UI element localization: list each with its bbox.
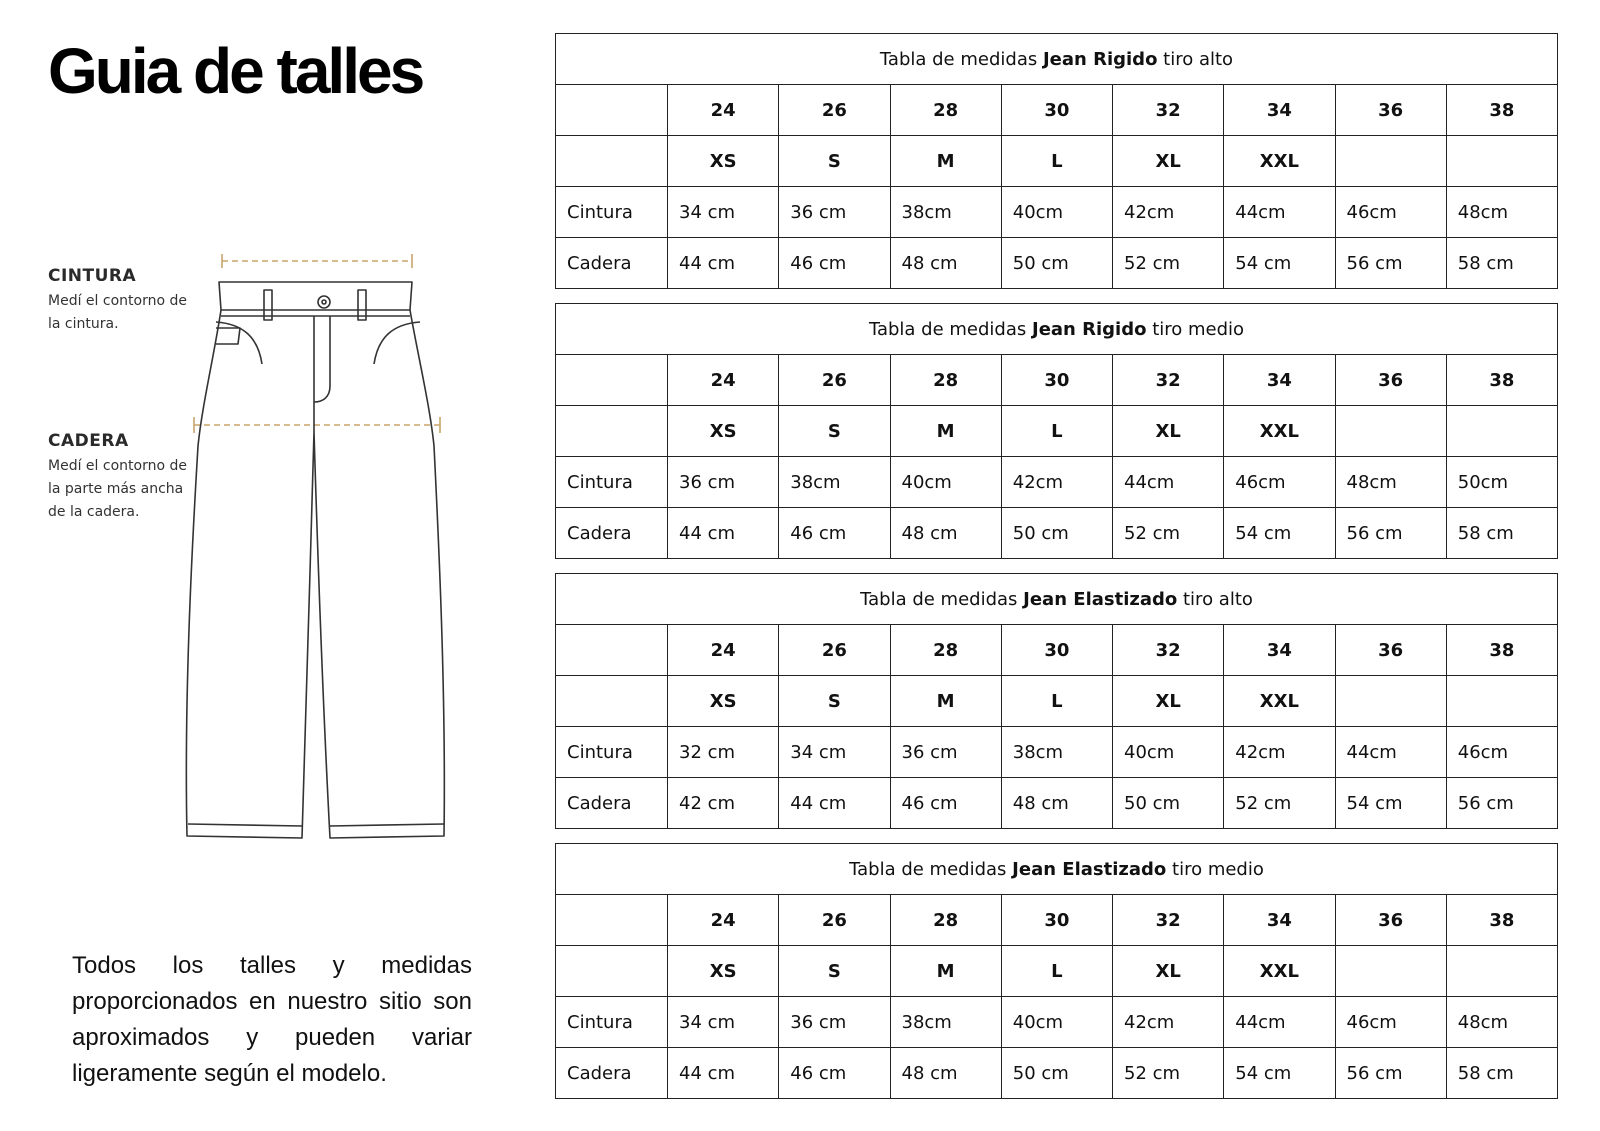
size-letter: XL xyxy=(1113,136,1224,187)
value-cell: 48cm xyxy=(1446,997,1557,1048)
caption-rise: tiro medio xyxy=(1172,858,1264,880)
disclaimer-note: Todos los talles y medidas proporcionados en nuestro sitio son aproximados y pueden variar ligeramente según el modelo. xyxy=(72,952,472,1087)
caption-product: Jean Elastizado xyxy=(1023,588,1178,610)
row-label: Cintura xyxy=(556,187,668,238)
size-letter: XS xyxy=(668,946,779,997)
value-cell: 58 cm xyxy=(1446,238,1557,289)
empty-cell xyxy=(556,946,668,997)
value-cell: 38cm xyxy=(1001,727,1112,778)
value-cell: 46cm xyxy=(1335,997,1446,1048)
size-number: 24 xyxy=(668,895,779,946)
cintura-row xyxy=(556,727,1558,778)
row-label: Cadera xyxy=(556,1048,668,1099)
size-letter: L xyxy=(1001,676,1112,727)
size-letter: XL xyxy=(1113,946,1224,997)
value-cell: 54 cm xyxy=(1224,508,1335,559)
size-letter: XXL xyxy=(1224,406,1335,457)
size-letter xyxy=(1446,946,1557,997)
value-cell: 48 cm xyxy=(890,238,1001,289)
caption-product: Jean Rigido xyxy=(1032,318,1147,340)
size-number: 36 xyxy=(1335,85,1446,136)
value-cell: 56 cm xyxy=(1446,778,1557,829)
value-cell: 46cm xyxy=(1224,457,1335,508)
size-number: 24 xyxy=(668,85,779,136)
value-cell: 58 cm xyxy=(1446,508,1557,559)
size-number-row xyxy=(556,85,1558,136)
value-cell: 46cm xyxy=(1335,187,1446,238)
size-number: 36 xyxy=(1335,625,1446,676)
value-cell: 52 cm xyxy=(1113,508,1224,559)
value-cell: 42cm xyxy=(1113,187,1224,238)
size-letter xyxy=(1335,676,1446,727)
value-cell: 50 cm xyxy=(1001,1048,1112,1099)
size-letter: M xyxy=(890,946,1001,997)
size-letter: XXL xyxy=(1224,136,1335,187)
size-letter xyxy=(1335,136,1446,187)
value-cell: 44 cm xyxy=(779,778,890,829)
value-cell: 40cm xyxy=(890,457,1001,508)
value-cell: 46 cm xyxy=(779,1048,890,1099)
value-cell: 40cm xyxy=(1001,997,1112,1048)
value-cell: 54 cm xyxy=(1335,778,1446,829)
value-cell: 50cm xyxy=(1446,457,1557,508)
value-cell: 36 cm xyxy=(779,187,890,238)
value-cell: 54 cm xyxy=(1224,238,1335,289)
caption-prefix: Tabla de medidas xyxy=(860,588,1018,610)
caption-rise: tiro medio xyxy=(1152,318,1245,340)
value-cell: 48cm xyxy=(1335,457,1446,508)
size-letter: XS xyxy=(668,136,779,187)
table-caption xyxy=(556,304,1558,355)
size-letter xyxy=(1446,406,1557,457)
value-cell: 34 cm xyxy=(668,187,779,238)
size-letter-row xyxy=(556,406,1558,457)
size-number-row xyxy=(556,355,1558,406)
size-letter xyxy=(1335,946,1446,997)
cadera-row xyxy=(556,778,1558,829)
cadera-row xyxy=(556,508,1558,559)
value-cell: 40cm xyxy=(1001,187,1112,238)
value-cell: 46cm xyxy=(1446,727,1557,778)
size-number: 26 xyxy=(779,355,890,406)
size-number: 28 xyxy=(890,85,1001,136)
table-caption xyxy=(556,844,1558,895)
value-cell: 36 cm xyxy=(890,727,1001,778)
size-number: 32 xyxy=(1113,85,1224,136)
cadera-row xyxy=(556,238,1558,289)
value-cell: 50 cm xyxy=(1001,238,1112,289)
value-cell: 34 cm xyxy=(779,727,890,778)
value-cell: 56 cm xyxy=(1335,508,1446,559)
value-cell: 38cm xyxy=(890,997,1001,1048)
size-letter xyxy=(1446,136,1557,187)
size-letter: S xyxy=(779,676,890,727)
row-label: Cadera xyxy=(556,238,668,289)
size-number: 38 xyxy=(1446,625,1557,676)
size-letter: L xyxy=(1001,136,1112,187)
cintura-title: CINTURA xyxy=(48,266,137,286)
size-number: 30 xyxy=(1001,625,1112,676)
size-number: 38 xyxy=(1446,355,1557,406)
size-letter: S xyxy=(779,946,890,997)
size-letter: S xyxy=(779,136,890,187)
size-letter: XL xyxy=(1113,676,1224,727)
table-caption xyxy=(556,574,1558,625)
size-number: 32 xyxy=(1113,895,1224,946)
size-letter: XL xyxy=(1113,406,1224,457)
jeans-drawing xyxy=(44,246,474,866)
value-cell: 42cm xyxy=(1001,457,1112,508)
empty-cell xyxy=(556,355,668,406)
size-letter-row xyxy=(556,946,1558,997)
row-label: Cadera xyxy=(556,508,668,559)
empty-cell xyxy=(556,625,668,676)
size-letter: M xyxy=(890,676,1001,727)
row-label: Cadera xyxy=(556,778,668,829)
value-cell: 52 cm xyxy=(1224,778,1335,829)
size-table xyxy=(555,33,1558,289)
value-cell: 44cm xyxy=(1224,997,1335,1048)
value-cell: 54 cm xyxy=(1224,1048,1335,1099)
size-number-row xyxy=(556,895,1558,946)
size-letter xyxy=(1335,406,1446,457)
empty-cell xyxy=(556,136,668,187)
size-table xyxy=(555,843,1558,1099)
caption-product: Jean Elastizado xyxy=(1012,858,1167,880)
value-cell: 44 cm xyxy=(668,508,779,559)
row-label: Cintura xyxy=(556,997,668,1048)
size-number: 30 xyxy=(1001,895,1112,946)
value-cell: 38cm xyxy=(890,187,1001,238)
size-number: 30 xyxy=(1001,85,1112,136)
size-number: 34 xyxy=(1224,895,1335,946)
value-cell: 52 cm xyxy=(1113,1048,1224,1099)
size-letter: XXL xyxy=(1224,676,1335,727)
caption-rise: tiro alto xyxy=(1183,588,1253,610)
size-letter-row xyxy=(556,676,1558,727)
value-cell: 44 cm xyxy=(668,1048,779,1099)
value-cell: 36 cm xyxy=(668,457,779,508)
size-number: 38 xyxy=(1446,85,1557,136)
size-number: 32 xyxy=(1113,355,1224,406)
size-number: 36 xyxy=(1335,895,1446,946)
size-number: 36 xyxy=(1335,355,1446,406)
value-cell: 42 cm xyxy=(668,778,779,829)
size-number-row xyxy=(556,625,1558,676)
cintura-row xyxy=(556,187,1558,238)
cadera-row xyxy=(556,1048,1558,1099)
size-number: 24 xyxy=(668,625,779,676)
size-number: 28 xyxy=(890,625,1001,676)
value-cell: 38cm xyxy=(779,457,890,508)
cadera-title: CADERA xyxy=(48,431,129,451)
cintura-description: Medí el contorno de la cintura. xyxy=(48,293,187,332)
size-number: 30 xyxy=(1001,355,1112,406)
size-number: 34 xyxy=(1224,625,1335,676)
empty-cell xyxy=(556,406,668,457)
caption-prefix: Tabla de medidas xyxy=(868,318,1027,340)
empty-cell xyxy=(556,676,668,727)
value-cell: 44cm xyxy=(1224,187,1335,238)
value-cell: 42cm xyxy=(1224,727,1335,778)
caption-product: Jean Rigido xyxy=(1042,48,1158,70)
value-cell: 50 cm xyxy=(1113,778,1224,829)
cintura-row xyxy=(556,997,1558,1048)
value-cell: 48 cm xyxy=(1001,778,1112,829)
value-cell: 44cm xyxy=(1113,457,1224,508)
empty-cell xyxy=(556,85,668,136)
size-letter: M xyxy=(890,136,1001,187)
size-number: 34 xyxy=(1224,85,1335,136)
value-cell: 44 cm xyxy=(668,238,779,289)
size-letter: XS xyxy=(668,406,779,457)
cadera-description: Medí el contorno de la parte más ancha de la cadera. xyxy=(48,458,187,520)
empty-cell xyxy=(556,895,668,946)
value-cell: 40cm xyxy=(1113,727,1224,778)
cintura-row xyxy=(556,457,1558,508)
value-cell: 56 cm xyxy=(1335,1048,1446,1099)
value-cell: 48cm xyxy=(1446,187,1557,238)
size-number: 34 xyxy=(1224,355,1335,406)
row-label: Cintura xyxy=(556,727,668,778)
size-number: 32 xyxy=(1113,625,1224,676)
table-caption xyxy=(556,34,1558,85)
value-cell: 34 cm xyxy=(668,997,779,1048)
value-cell: 50 cm xyxy=(1001,508,1112,559)
value-cell: 42cm xyxy=(1113,997,1224,1048)
caption-prefix: Tabla de medidas xyxy=(849,858,1007,880)
value-cell: 58 cm xyxy=(1446,1048,1557,1099)
size-table xyxy=(555,573,1558,829)
value-cell: 32 cm xyxy=(668,727,779,778)
caption-rise: tiro alto xyxy=(1163,48,1234,70)
size-number: 28 xyxy=(890,895,1001,946)
size-number: 24 xyxy=(668,355,779,406)
value-cell: 48 cm xyxy=(890,1048,1001,1099)
size-letter: XXL xyxy=(1224,946,1335,997)
row-label: Cintura xyxy=(556,457,668,508)
caption-prefix: Tabla de medidas xyxy=(879,48,1038,70)
cadera-label-group xyxy=(48,431,198,524)
value-cell: 52 cm xyxy=(1113,238,1224,289)
size-number: 26 xyxy=(779,625,890,676)
value-cell: 46 cm xyxy=(779,508,890,559)
size-letter xyxy=(1446,676,1557,727)
value-cell: 46 cm xyxy=(890,778,1001,829)
value-cell: 48 cm xyxy=(890,508,1001,559)
value-cell: 46 cm xyxy=(779,238,890,289)
size-number: 38 xyxy=(1446,895,1557,946)
jeans-illustration xyxy=(44,246,474,866)
size-letter-row xyxy=(556,136,1558,187)
size-letter: XS xyxy=(668,676,779,727)
size-table xyxy=(555,303,1558,559)
cintura-label-group xyxy=(48,266,198,336)
size-tables xyxy=(555,33,1558,1099)
size-number: 26 xyxy=(779,895,890,946)
size-letter: L xyxy=(1001,406,1112,457)
size-letter: L xyxy=(1001,946,1112,997)
size-letter: S xyxy=(779,406,890,457)
size-letter: M xyxy=(890,406,1001,457)
size-number: 28 xyxy=(890,355,1001,406)
size-number: 26 xyxy=(779,85,890,136)
page-title: Guia de talles xyxy=(48,35,423,107)
value-cell: 36 cm xyxy=(779,997,890,1048)
value-cell: 44cm xyxy=(1335,727,1446,778)
value-cell: 56 cm xyxy=(1335,238,1446,289)
